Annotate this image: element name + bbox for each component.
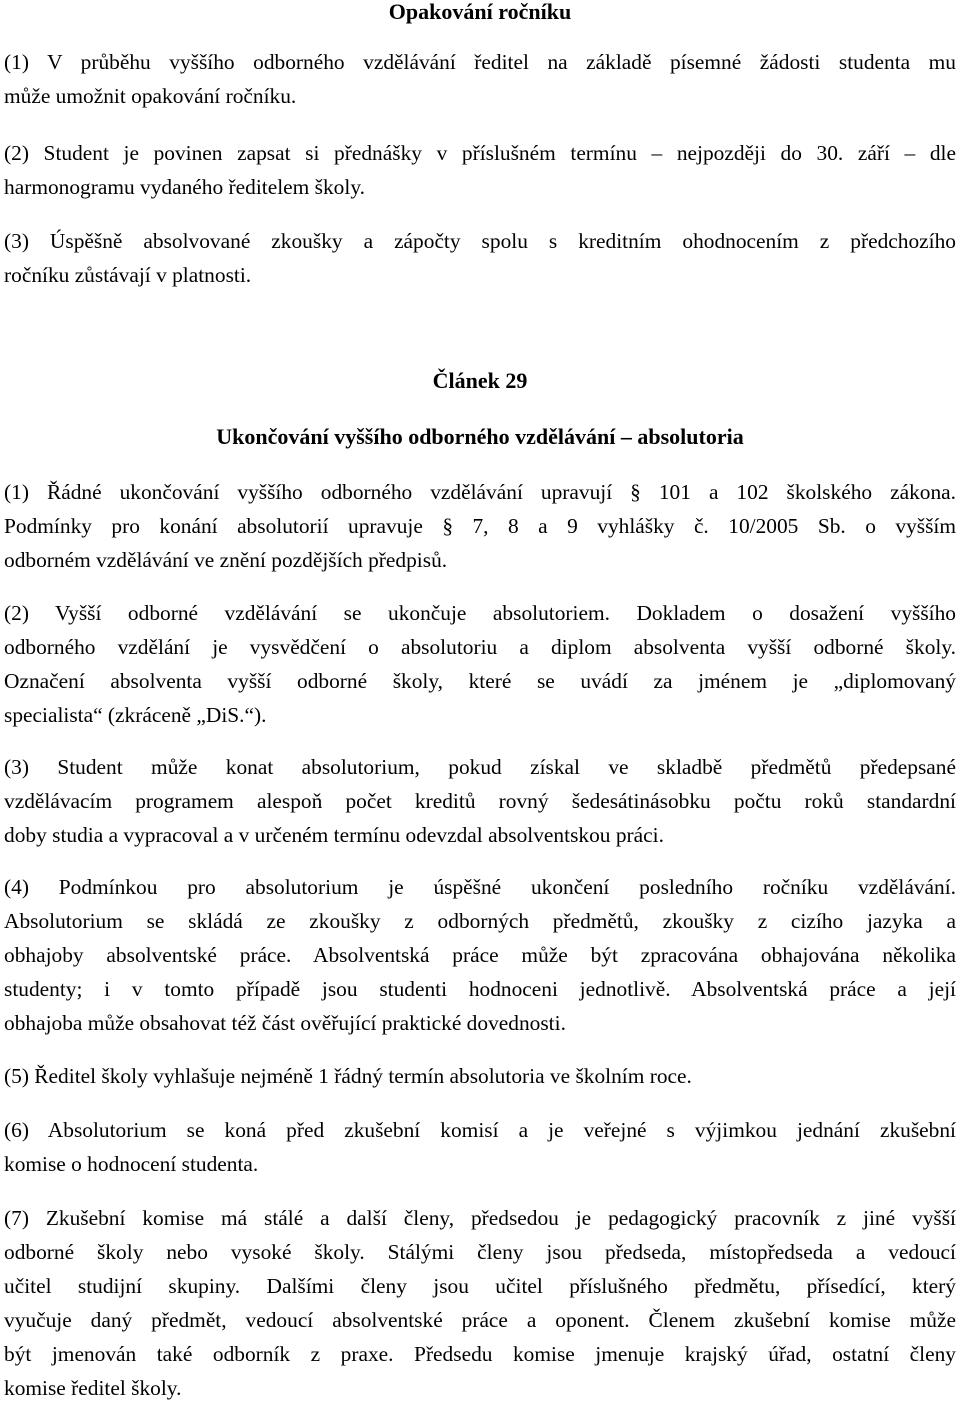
text-line: studenty; i v tomto případě jsou studenti hodnoceni jednotlivě. Absolventská práce a její (4, 977, 956, 1001)
article-paragraph-3 (4, 750, 956, 852)
text-line: být jmenován také odborník z praxe. Předsedu komise jmenuje krajský úřad, ostatní členy (4, 1342, 956, 1366)
paragraph-repeat-2 (4, 136, 956, 204)
text-line: Absolutorium se skládá ze zkoušky z odborných předmětů, zkoušky z cizího jazyka a (4, 909, 956, 933)
article-paragraph-2 (4, 596, 956, 732)
text-line: (2) Student je povinen zapsat si přednášky v příslušném termínu – nejpozději do 30. září – dle (4, 141, 956, 165)
text-line: obhajoba může obsahovat též část ověřující praktické dovednosti. (4, 1011, 566, 1035)
text-line: komise ředitel školy. (4, 1376, 182, 1400)
article-paragraph-1 (4, 475, 956, 577)
article-paragraph-6 (4, 1113, 956, 1181)
paragraph-repeat-1 (4, 45, 956, 113)
text-line: vyučuje daný předmět, vedoucí absolventské práce a oponent. Členem zkušební komise může (4, 1308, 956, 1332)
section-heading: Opakování ročníku (388, 0, 572, 24)
text-line: (4) Podmínkou pro absolutorium je úspěšné ukončení posledního ročníku vzdělávání. (4, 875, 956, 899)
text-line: doby studia a vypracoval a v určeném termínu odevzdal absolventskou práci. (4, 823, 664, 847)
text-line: (6) Absolutorium se koná před zkušební komisí a je veřejné s výjimkou jednání zkušební (4, 1118, 956, 1142)
text-line: harmonogramu vydaného ředitelem školy. (4, 175, 365, 199)
text-line: (5) Ředitel školy vyhlašuje nejméně 1 řádný termín absolutoria ve školním roce. (4, 1064, 692, 1088)
text-line: (7) Zkušební komise má stálé a další členy, předsedou je pedagogický pracovník z jiné vyšší (4, 1206, 956, 1230)
text-line: Označení absolventa vyšší odborné školy, které se uvádí za jménem je „diplomovaný (4, 669, 956, 693)
text-line: (3) Úspěšně absolvované zkoušky a zápočty spolu s kreditním ohodnocením z předchozího (4, 229, 956, 253)
text-line: (3) Student může konat absolutorium, pokud získal ve skladbě předmětů předepsané (4, 755, 956, 779)
text-line: Podmínky pro konání absolutorií upravuje § 7, 8 a 9 vyhlášky č. 10/2005 Sb. o vyšším (4, 514, 956, 538)
article-title: Ukončování vyššího odborného vzdělávání – absolutoria (216, 424, 744, 449)
text-line: vzdělávacím programem alespoň počet kreditů rovný šedesátinásobku počtu roků standardní (4, 789, 956, 813)
text-line: specialista“ (zkráceně „DiS.“). (4, 703, 267, 727)
text-line: (2) Vyšší odborné vzdělávání se ukončuje absolutoriem. Dokladem o dosažení vyššího (4, 601, 956, 625)
text-line: může umožnit opakování ročníku. (4, 84, 297, 108)
text-line: obhajoby absolventské práce. Absolventská práce může být zpracována obhajována několika (4, 943, 956, 967)
text-line: (1) Řádné ukončování vyššího odborného vzdělávání upravují § 101 a 102 školského zákona. (4, 480, 956, 504)
text-line: odborného vzdělání je vysvědčení o absolutoriu a diplom absolventa vyšší odborné školy. (4, 635, 956, 659)
text-line: komise o hodnocení studenta. (4, 1152, 259, 1176)
paragraph-repeat-3 (4, 224, 956, 292)
article-paragraph-5 (4, 1059, 956, 1093)
article-paragraph-7 (4, 1201, 956, 1405)
article-number: Článek 29 (432, 368, 528, 393)
text-line: odborné školy nebo vysoké školy. Stálými členy jsou předseda, místopředseda a vedoucí (4, 1240, 956, 1264)
article-paragraph-4 (4, 870, 956, 1040)
text-line: (1) V průběhu vyššího odborného vzdělávání ředitel na základě písemné žádosti studenta mu (4, 50, 956, 74)
text-line: ročníku zůstávají v platnosti. (4, 263, 252, 287)
text-line: učitel studijní skupiny. Dalšími členy jsou učitel příslušného předmětu, přísedící, který (4, 1274, 956, 1298)
text-line: odborném vzdělávání ve znění pozdějších předpisů. (4, 548, 448, 572)
